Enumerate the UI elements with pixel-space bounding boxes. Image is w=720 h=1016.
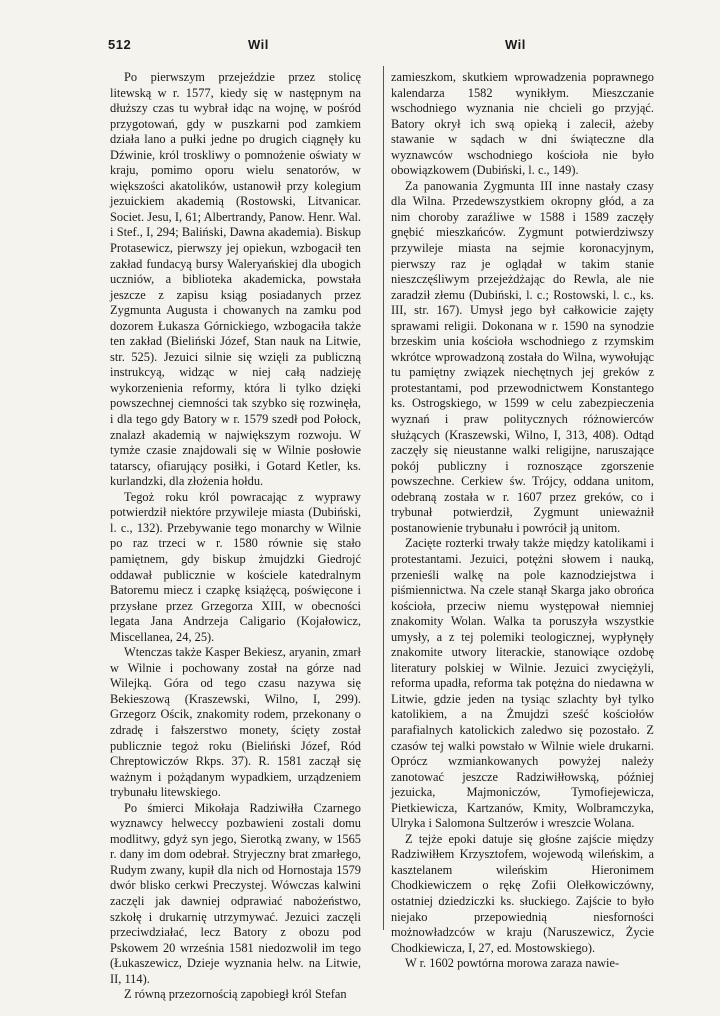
paragraph: Po śmierci Mikołaja Radziwiłła Czarnego wyznawcy helweccy pozbawieni zostali domu modlitwy, gdyż syn jego, Sierotką zwany, w 1565 r. dany im dom odebrał. Stryjeczny brat zmarłego, Rudym zwany, kupił dla nich od Hornostaja 1579 dwór blisko cerkwi Preczystej. Wówczas kalwini zaczęli jak dawniej odprawiać nabożeństwo, szkołę i drukarnię utrzymywać. Jezuici zaczęli przeciwdziałać, lecz Batory z obozu pod Pskowem 20 września 1581 niedozwolił im tego (Łukaszewicz, Dzieje wyznania helw. na Litwie, II, 114). [110, 800, 361, 986]
headword-right: Wil [505, 37, 526, 52]
column-divider [383, 66, 384, 930]
headword-left: Wil [248, 37, 269, 52]
paragraph-continued: zamieszkom, skutkiem wprowadzenia poprawnego kalendarza 1582 wynikłym. Mieszczanie wschodniego wyznania nie chcieli go przyjąć. Batory okrył ich swą opieką i zalecił, ażeby stawanie w sądach w dni świąteczne dla wyznawców wschodniego kościoła nie było obowiązkowem (Dubiński, l. c., 149). [391, 70, 654, 178]
running-header [108, 37, 660, 57]
paragraph: Za panowania Zygmunta III inne nastały czasy dla Wilna. Przedewszystkiem okropny głód, a za nim choroby zaraźliwe w 1588 i 1589 zaczęły gnębić mieszkańców. Zygmunt potwierdziwszy przywileje miasta na sejmie koronacyjnym, pierwszy raz je oglądał w takim stanie nieszczęśliwym przejeżdżając do Rewla, ale nie zaradził złemu (Dubiński, l. c.; Rostowski, l. c., ks. III, str. 167). Umysł jego był całkowicie zajęty sprawami religii. Dokonana w r. 1590 na synodzie brzeskim unia kościoła wschodniego z rzymskim wkrótce wprowadzoną została do Wilna, wywołując tu pamiętny związek niechętnych jej greków z protestantami, pod przewodnictwem Konstantego ks. Ostrogskiego, w 1599 w celu zabezpieczenia wyznań i praw politycznych różnowierców służących (Kraszewski, Wilno, I, 313, 408). Odtąd zaczęły się nieustanne walki religijne, naruszające pokój publiczny i roznoszące zgorszenie powszechne. Cerkiew św. Trójcy, oddana unitom, odebraną została w r. 1607 przez greków, co i trybunał potwierdził, Zygmunt unieważnił postanowienie trybunału i powrócił ją unitom. [391, 178, 654, 535]
page-number: 512 [108, 37, 132, 52]
paragraph: Tegoż roku król powracając z wyprawy potwierdził niektóre przywileje miasta (Dubiński, l. c., 132). Przebywanie tego monarchy w Wilnie po raz trzeci w r. 1580 równie się stało pamiętnem, gdy biskup żmujdzki Giedrojć oddawał publicznie w kościele katedralnym Batoremu miecz i czapkę książęcą, poświęcone i przysłane przez Grzegorza XIII, w obecności legata Jana Andrzeja Caligario (Kojałowicz, Miscellanea, 24, 25). [110, 489, 361, 644]
paragraph: Po pierwszym przejeździe przez stolicę litewską w r. 1577, kiedy się w następnym na dłuższy czas tu wybrał idąc na wojnę, w pośród przygotowań, gdy w puszkarni pod zamkiem działa lano a pułki jedne po drugich ciągnęły ku Dźwinie, król troskliwy o pomnożenie oświaty w kraju, pomimo oporu wielu senatorów, w większości akatolików, ustanowił przy kolegium jezuickiem akademią (Rostowski, Litvanicar. Societ. Jesu, I, 61; Albertrandy, Panow. Henr. Wal. i Stef., I, 294; Baliński, Dawna akademia). Biskup Protasewicz, pierwszy jej opiekun, wzbogacił ten zakład fundacyą bursy Waleryańskiej dla ubogich uczniów, a biblioteka akademicka, powstała jeszcze z zapisu ksiąg posiadanych przez Zygmunta Augusta i chowanych na zamku pod dozorem Łukasza Górnickiego, wzbogaciła także ten zakład (Bieliński Józef, Stan nauk na Litwie, str. 525). Jezuici silnie się wzięli za publiczną instrukcyą, widząc w niej całą nadzieję wykorzenienia reformy, która li tylko dzięki powszechnej ciemności tak szybko się rozwinęła, i dla tego gdy Batory w r. 1579 szedł pod Połock, znalazł akademią w największym rozwoju. W tymże czasie znajdowali się w Wilnie posłowie tatarscy, ofiarujący posiłki, i Gotard Ketler, ks. kurlandzki, dla złożenia hołdu. [110, 70, 361, 489]
paragraph: Z równą przezornością zapobiegł król Stefan [124, 987, 347, 1002]
paragraph: Z tejże epoki datuje się głośne zajście między Radziwiłłem Krzysztofem, wojewodą wileńskim, a kasztelanem wileńskim Hieronimem Chodkiewiczem o rękę Zofii Olełkowiczówny, ostatniej dziedziczki ks. słuckiego. Zajście to było niejako przepowiednią niesforności możnowładzców w kraju (Naruszewicz, Życie Chodkiewicza, I, 27, ed. Mostowskiego). [391, 831, 654, 955]
paragraph: W r. 1602 powtórna morowa zaraza nawie- [405, 956, 620, 971]
paragraph: Wtenczas także Kasper Bekiesz, aryanin, zmarł w Wilnie i pochowany został na górze nad Wilejką. Góra od tego czasu nazywa się Bekieszową (Kraszewski, Wilno, I, 299). Grzegorz Ościk, znakomity rodem, przekonany o zdradę i fałszerstwo monety, ścięty został publicznie tegoż roku (Bieliński Józef, Ród Chreptowiczów Rkps. 37). R. 1581 zaczął się ważnym i pożądanym wypadkiem, urządzeniem trybunału litewskiego. [110, 645, 361, 800]
left-column [110, 70, 361, 1003]
paragraph: Zacięte rozterki trwały także między katolikami i protestantami. Jezuici, potężni słowem i nauką, przenieśli walkę na pole kaznodziejstwa i piśmiennictwa. Na czele stanął Skarga jako obrońca kościoła, przeciw niemu występował niemniej znakomity Wolan. Walka ta poruszyła wszystkie umysły, a z tej polemiki teologicznej, wypłynęły znakomite utwory literackie, stanowiące ozdobę literatury polskiej w Wilnie. Jezuici zwyciężyli, reforma upadła, reforma tak potężna do niedawna w Litwie, gdzie jeden na tysiąc szlachty był tylko katolikiem, a na Żmujdzi sześć kościołów parafialnych katolickich zaledwo się pozostało. Z czasów tej walki powstało w Wilnie wiele drukarni. Oprócz wzmiankowanych powyżej należy zanotować jeszcze Radziwiłłowską, później jezuicka, Majmoniczów, Tymofiejewicza, Pietkiewicza, Kartzanów, Kmity, Wolbramczyka, Ulryka i Salomona Sultzerów i wreszcie Wolana. [391, 536, 654, 831]
right-column [391, 70, 654, 972]
